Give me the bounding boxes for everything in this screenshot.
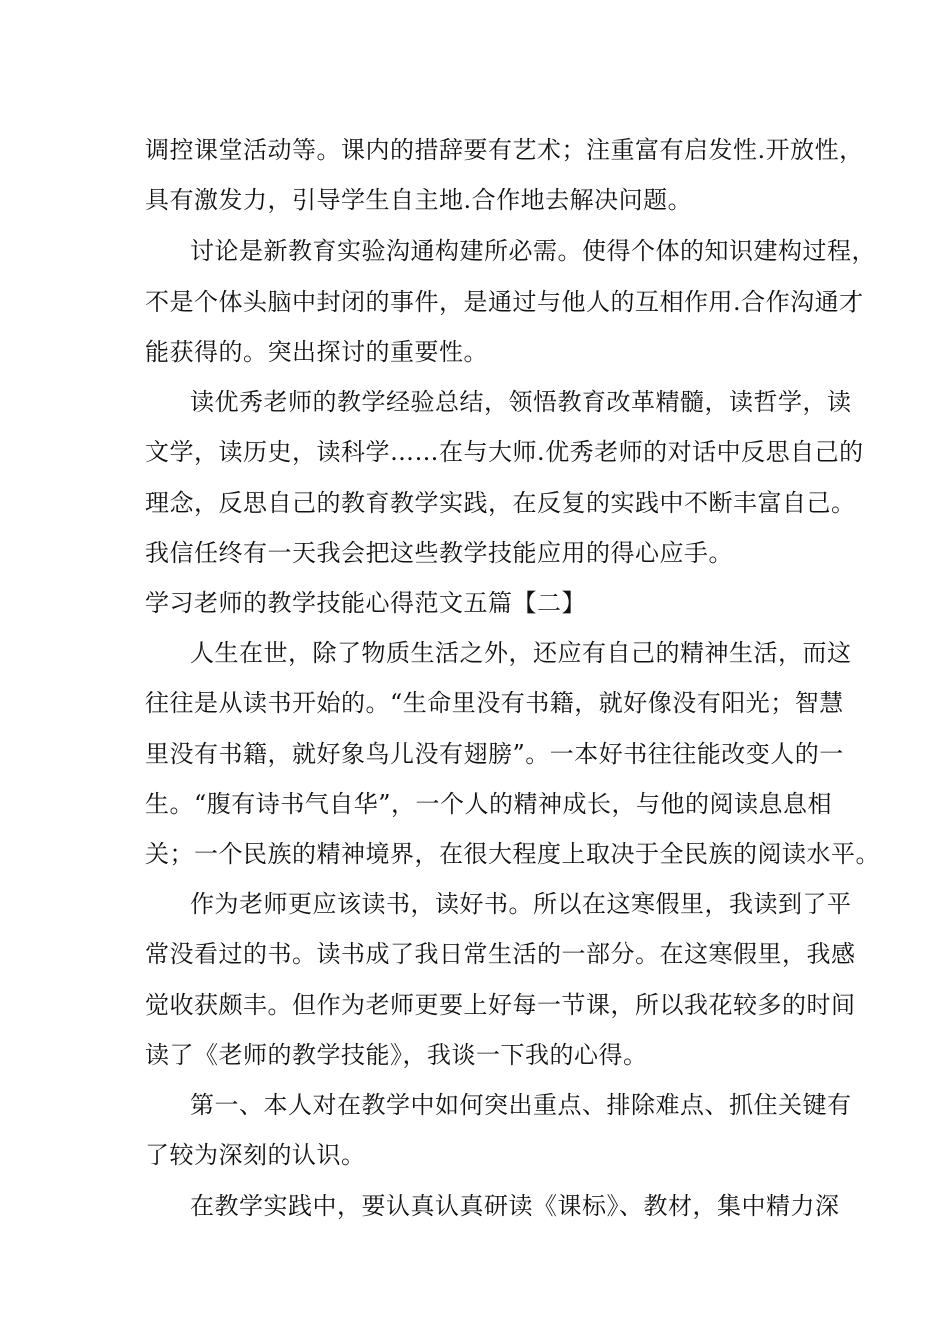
text-line: 往往是从读书开始的。“生命里没有书籍，就好像没有阳光；智慧 [145, 689, 844, 717]
text-line: 关；一个民族的精神境界，在很大程度上取决于全民族的阅读水平。 [145, 840, 880, 868]
text-line: 作为老师更应该读书，读好书。所以在这寒假里，我读到了平 [190, 890, 852, 918]
text-line: 文学，读历史，读科学……在与大师.优秀老师的对话中反思自己的 [145, 438, 864, 466]
text-line: 在教学实践中，要认真认真研读《课标》、教材，集中精力深 [190, 1192, 840, 1220]
text-line: 调控课堂活动等。课内的措辞要有艺术；注重富有启发性.开放性， [145, 136, 864, 164]
text-line: 里没有书籍，就好象鸟儿没有翅膀”。一本好书往往能改变人的一 [145, 740, 844, 768]
text-line: 讨论是新教育实验沟通构建所必需。使得个体的知识建构过程， [190, 237, 876, 265]
text-line: 不是个体头脑中封闭的事件，是通过与他人的互相作用.合作沟通才 [145, 288, 864, 316]
text-line: 理念，反思自己的教育教学实践，在反复的实践中不断丰富自己。 [145, 489, 856, 517]
text-line: 了较为深刻的认识。 [145, 1141, 366, 1169]
text-line: 能获得的。突出探讨的重要性。 [145, 338, 488, 366]
text-line: 具有激发力，引导学生自主地.合作地去解决问题。 [145, 186, 693, 214]
text-line: 觉收获颇丰。但作为老师更要上好每一节课，所以我花较多的时间 [145, 991, 856, 1019]
text-line: 读优秀老师的教学经验总结，领悟教育改革精髓，读哲学，读 [190, 388, 852, 416]
text-line: 第一、本人对在教学中如何突出重点、排除难点、抓住关键有 [190, 1091, 852, 1119]
text-line: 我信任终有一天我会把这些教学技能应用的得心应手。 [145, 539, 733, 567]
section-heading: 学习老师的教学技能心得范文五篇【二】 [145, 589, 586, 617]
text-line: 人生在世，除了物质生活之外，还应有自己的精神生活，而这 [190, 639, 852, 667]
text-line: 常没看过的书。读书成了我日常生活的一部分。在这寒假里，我感 [145, 940, 856, 968]
text-line: 生。“腹有诗书气自华”，一个人的精神成长，与他的阅读息息相 [145, 790, 833, 818]
text-line: 读了《老师的教学技能》，我谈一下我的心得。 [145, 1041, 648, 1069]
